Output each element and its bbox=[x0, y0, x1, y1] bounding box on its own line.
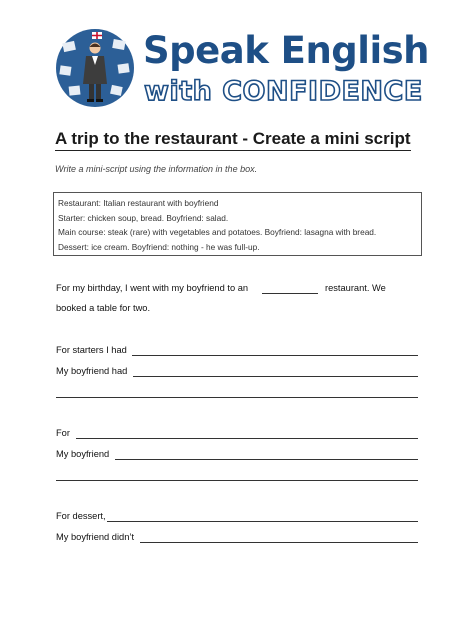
main-course-answer-line[interactable] bbox=[76, 438, 418, 439]
dessert-answer-line[interactable] bbox=[107, 521, 418, 522]
dessert-prompt: For dessert, bbox=[56, 511, 106, 521]
info-line-main-course: Main course: steak (rare) with vegetables and potatoes. Boyfriend: lasagna with bread. bbox=[58, 227, 377, 237]
my-boyfriend-prompt: My boyfriend bbox=[56, 449, 110, 459]
for-prompt: For bbox=[56, 428, 70, 438]
intro-text-part1: For my birthday, I went with my boyfriend to an bbox=[56, 283, 249, 293]
starters-prompt: For starters I had bbox=[56, 345, 127, 355]
starters-extra-line[interactable] bbox=[56, 397, 418, 398]
boyfriend-didnt-answer-line[interactable] bbox=[140, 542, 418, 543]
brand-subtitle: with CONFIDENCE bbox=[144, 76, 423, 107]
starters-answer-line[interactable] bbox=[132, 355, 418, 356]
boyfriend-had-prompt: My boyfriend had bbox=[56, 366, 128, 376]
brand-title: Speak English bbox=[143, 29, 430, 72]
boyfriend-had-answer-line[interactable] bbox=[133, 376, 418, 377]
info-line-starter: Starter: chicken soup, bread. Boyfriend: salad. bbox=[58, 212, 229, 223]
info-line-dessert: Dessert: ice cream. Boyfriend: nothing - he was full-up. bbox=[58, 241, 260, 252]
info-box bbox=[53, 192, 422, 256]
instruction-text: Write a mini-script using the information in the box. bbox=[55, 164, 258, 174]
main-course-extra-line[interactable] bbox=[56, 480, 418, 481]
restaurant-type-blank[interactable] bbox=[262, 293, 318, 294]
worksheet-title: A trip to the restaurant - Create a mini script bbox=[55, 128, 411, 151]
boyfriend-didnt-prompt: My boyfriend didn’t bbox=[56, 532, 135, 542]
intro-text-part2: restaurant. We bbox=[325, 283, 386, 293]
intro-text-line2: booked a table for two. bbox=[56, 303, 151, 313]
logo-icon bbox=[55, 28, 135, 108]
info-line-restaurant: Restaurant: Italian restaurant with boyfriend bbox=[58, 198, 219, 208]
my-boyfriend-answer-line[interactable] bbox=[115, 459, 418, 460]
